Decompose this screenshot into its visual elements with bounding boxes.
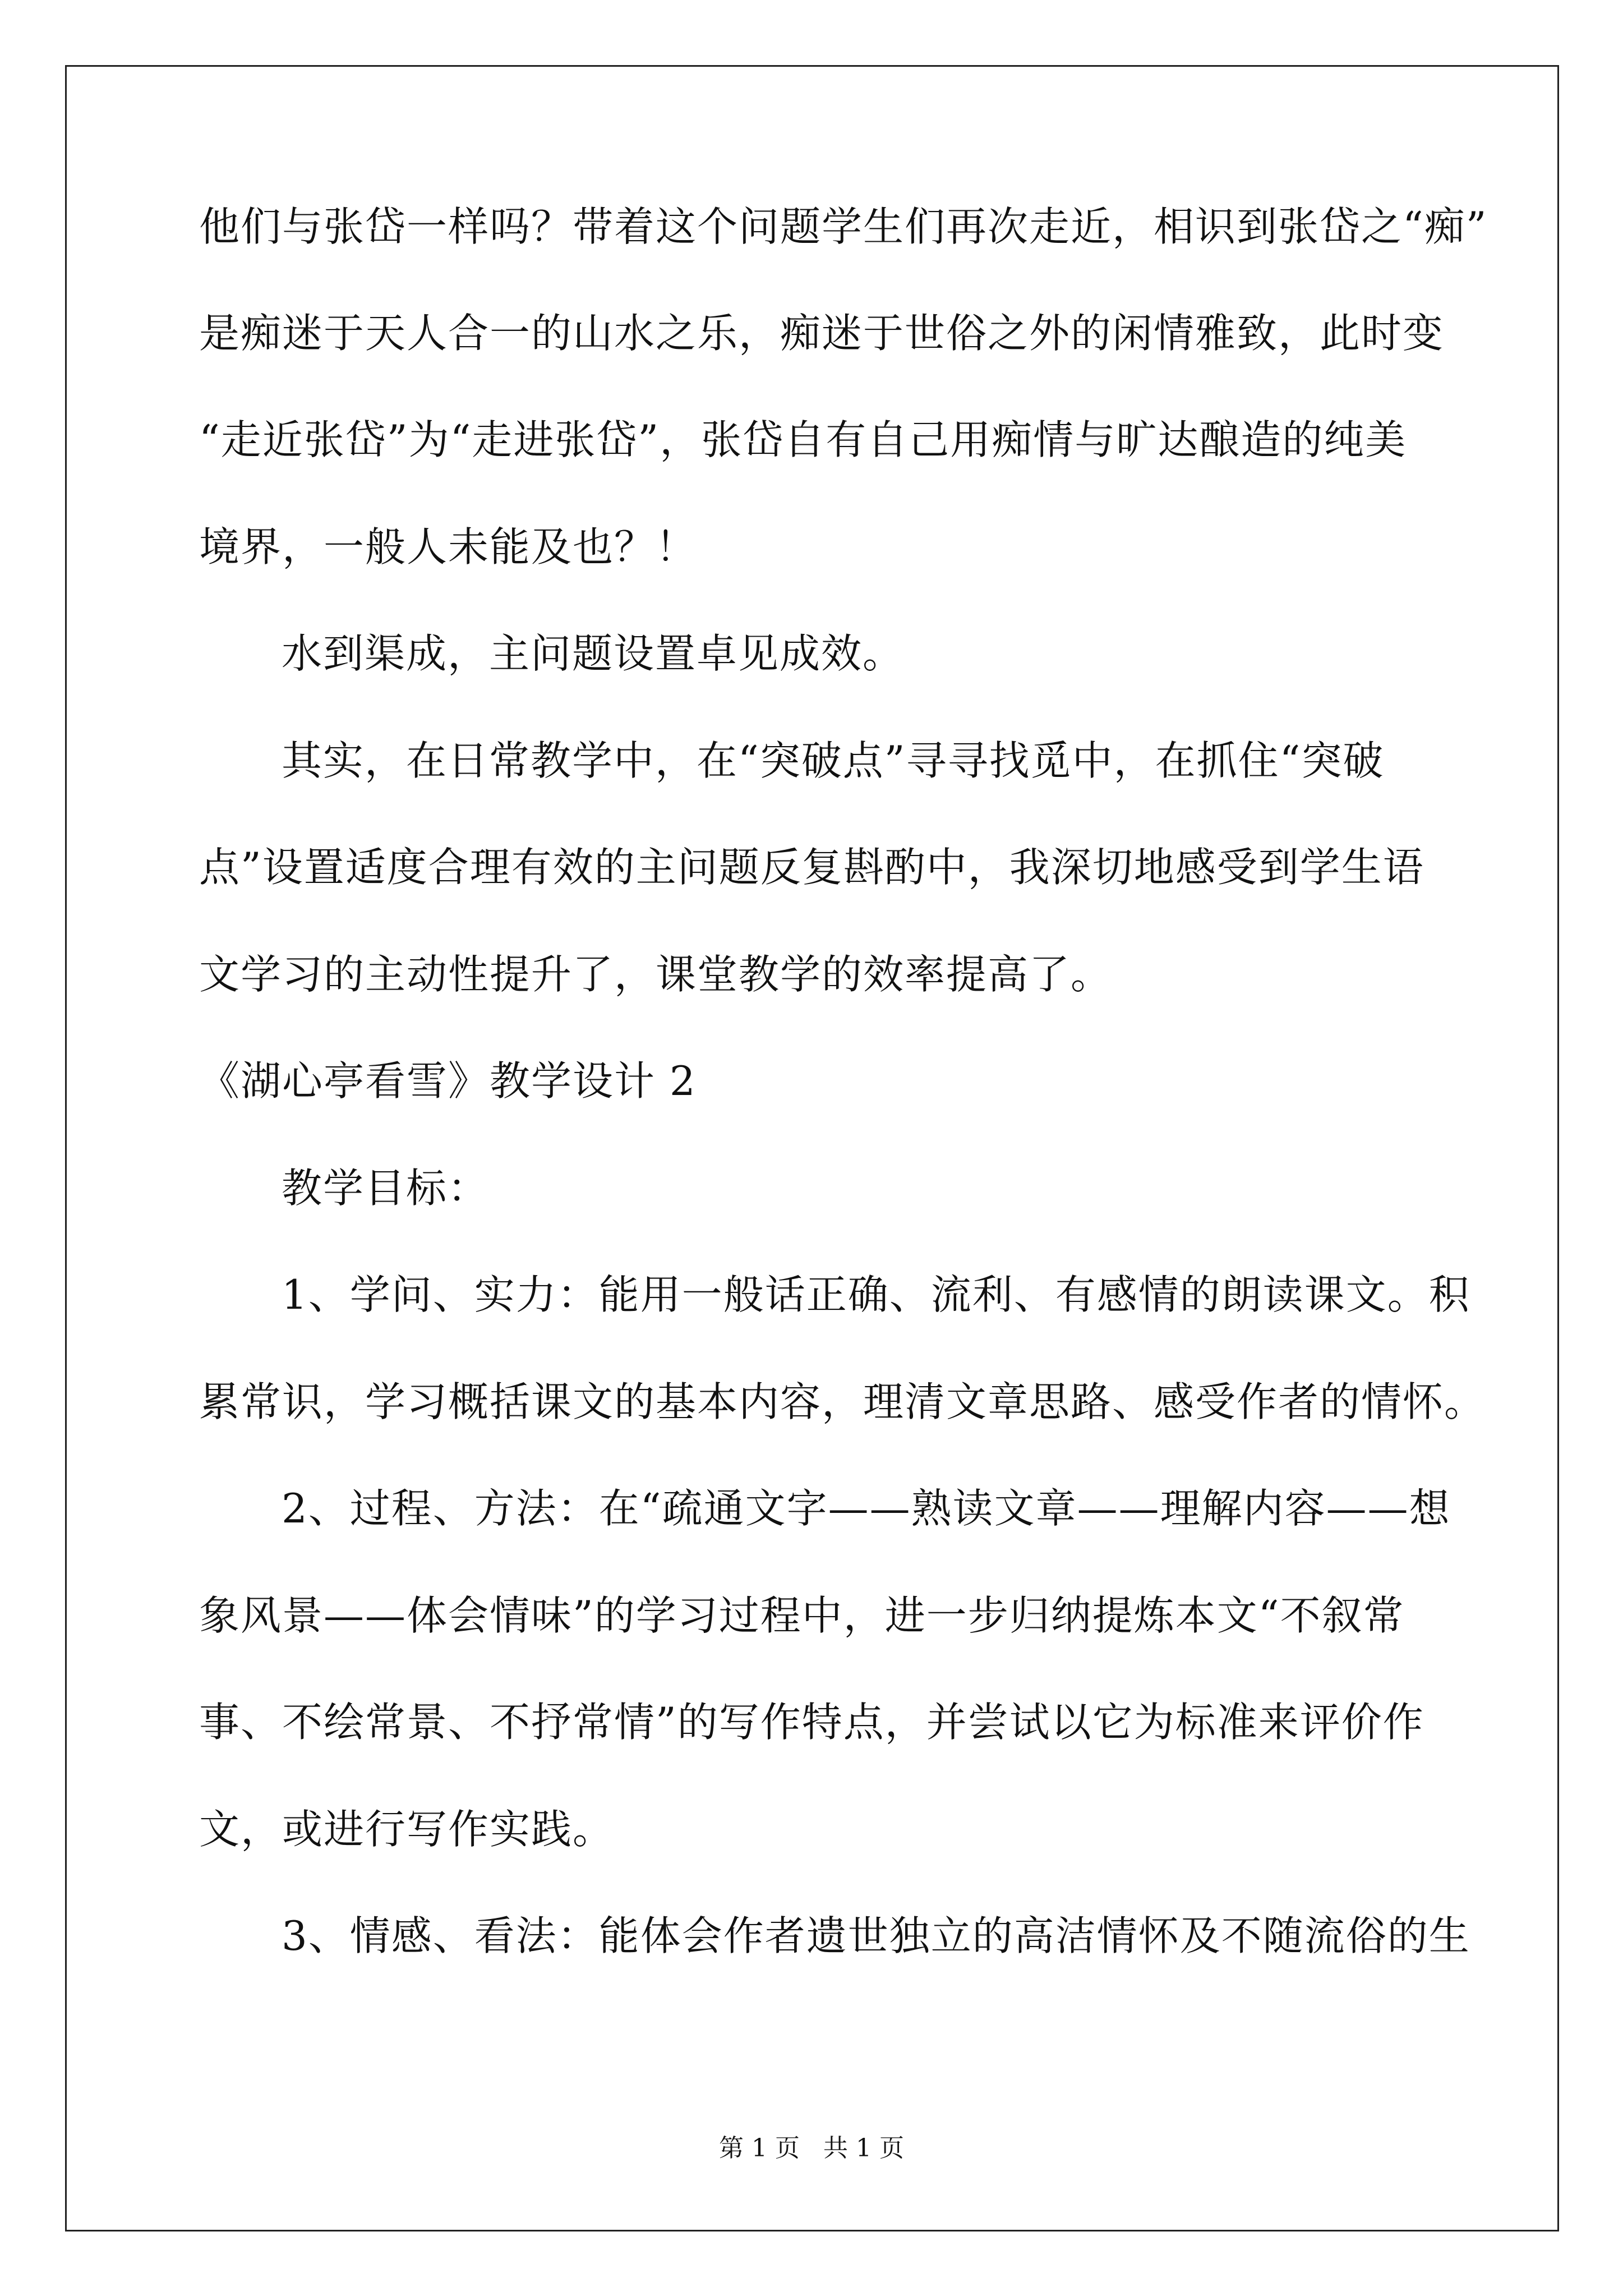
text-line: 是痴迷于天人合一的山水之乐，痴迷于世俗之外的闲情雅致，此时变	[199, 310, 1445, 357]
text-line: 3、情感、看法：能体会作者遗世独立的高洁情怀及不随流俗的生	[282, 1912, 1470, 1959]
text-line: 其实，在日常教学中，在“突破点”寻寻找觅中，在抓住“突破	[282, 737, 1385, 784]
text-line: 文学习的主动性提升了，课堂教学的效率提高了。	[199, 951, 1113, 998]
text-line: 教学目标：	[282, 1165, 490, 1212]
text-line: 1、学问、实力：能用一般话正确、流利、有感情的朗读课文。积	[282, 1271, 1470, 1318]
text-line: 水到渠成，主问题设置卓见成效。	[282, 630, 905, 677]
text-line: 他们与张岱一样吗？带着这个问题学生们再次走近，相识到张岱之“痴”	[199, 203, 1488, 250]
page-footer: 第 1 页 共 1 页	[719, 2134, 904, 2162]
section-heading: 《湖心亭看雪》教学设计 2	[199, 1057, 697, 1105]
text-line: 点”设置适度合理有效的主问题反复斟酌中，我深切地感受到学生语	[199, 844, 1424, 891]
page-border	[65, 65, 1559, 2231]
text-line: 境界，一般人未能及也？！	[199, 523, 698, 570]
text-line: 文，或进行写作实践。	[199, 1806, 615, 1853]
text-line: 累常识，学习概括课文的基本内容，理清文章思路、感受作者的情怀。	[199, 1378, 1486, 1425]
text-line: “走近张岱”为“走进张岱”，张岱自有自己用痴情与旷达酿造的纯美	[199, 416, 1407, 463]
text-line: 2、过程、方法：在“疏通文字——熟读文章——理解内容——想	[282, 1485, 1451, 1532]
text-line: 事、不绘常景、不抒常情”的写作特点，并尝试以它为标准来评价作	[199, 1699, 1424, 1746]
text-line: 象风景——体会情味”的学习过程中，进一步归纳提炼本文“不叙常	[199, 1592, 1405, 1639]
